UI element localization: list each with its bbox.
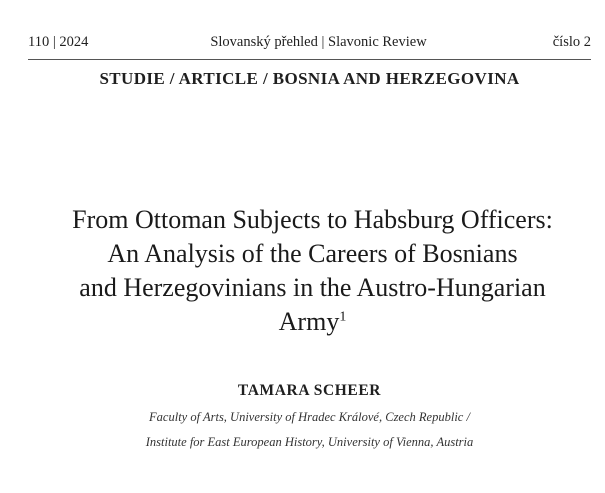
title-last-line	[20, 305, 605, 339]
footnote-marker[interactable]: 1	[339, 309, 347, 325]
title-line: Army	[278, 307, 340, 336]
header-divider	[28, 59, 591, 60]
author-name: TAMARA SCHEER	[237, 382, 382, 399]
title-line: From Ottoman Subjects to Habsburg Officers:	[72, 205, 553, 234]
affiliation-line: Faculty of Arts, University of Hradec Králové, Czech Republic /	[149, 410, 470, 424]
issue-label: číslo 2	[552, 34, 591, 50]
title-line: An Analysis of the Careers of Bosnians	[107, 239, 518, 268]
section-label: STUDIE / ARTICLE / BOSNIA AND HERZEGOVINA	[99, 69, 520, 88]
affiliation-line: Institute for East European History, University of Vienna, Austria	[145, 435, 474, 449]
issue-number: 110 | 2024	[28, 34, 89, 50]
article-title	[20, 203, 605, 339]
title-line: and Herzegovinians in the Austro-Hungarian	[79, 273, 546, 302]
running-header	[28, 32, 591, 52]
journal-name: Slovanský přehled | Slavonic Review	[210, 34, 427, 50]
